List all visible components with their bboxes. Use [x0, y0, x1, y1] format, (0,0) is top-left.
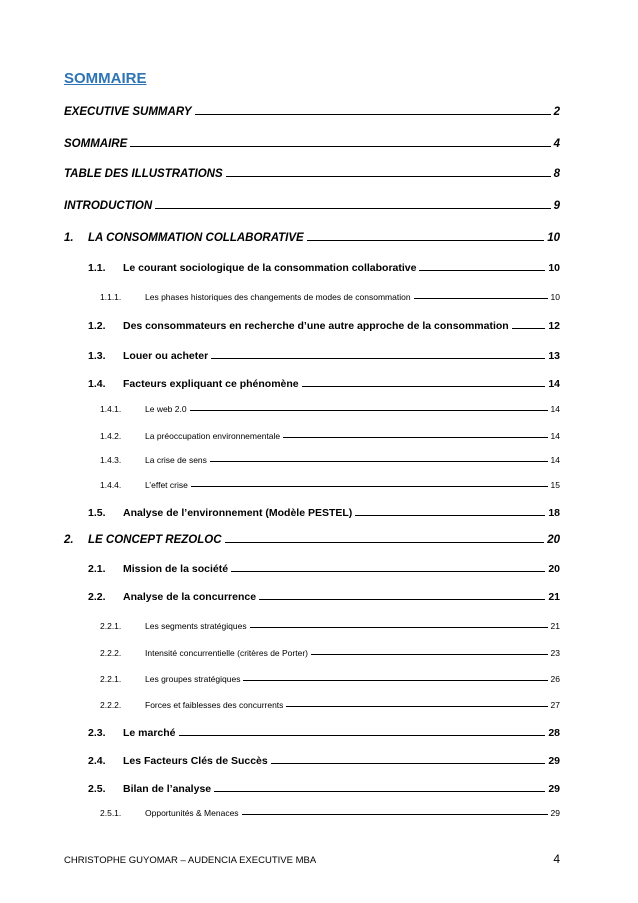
toc-entry-page-number: 28: [548, 727, 560, 739]
toc-entry[interactable]: [88, 783, 560, 795]
toc-entry-number: 1.3.: [88, 350, 106, 362]
toc-leader-line: [226, 176, 551, 177]
toc-leader-line: [214, 791, 545, 792]
toc-leader-line: [191, 486, 548, 487]
toc-leader-line: [311, 654, 548, 655]
toc-entry-label: Des consommateurs en recherche d’une autre approche de la consommation: [123, 320, 509, 332]
toc-entry-label: Opportunités & Menaces: [145, 808, 239, 818]
toc-entry-label: Le web 2.0: [145, 404, 187, 414]
toc-entry-label: Facteurs expliquant ce phénomène: [123, 378, 299, 390]
toc-entry[interactable]: [100, 700, 560, 710]
toc-leader-line: [179, 735, 546, 736]
toc-entry-label: TABLE DES ILLUSTRATIONS: [64, 168, 223, 180]
toc-leader-line: [130, 146, 550, 147]
toc-entry-page-number: 26: [550, 674, 560, 684]
toc-entry-label: Forces et faiblesses des concurrents: [145, 700, 284, 710]
toc-entry[interactable]: [64, 534, 560, 546]
toc-entry-page-number: 29: [550, 808, 560, 818]
toc-entry-page-number: 20: [547, 534, 560, 546]
toc-leader-line: [231, 571, 545, 572]
toc-entry-page-number: 23: [550, 648, 560, 658]
toc-entry[interactable]: [100, 674, 560, 684]
toc-entry-label: Les segments stratégiques: [145, 621, 247, 631]
toc-entry-number: 2.2.: [88, 591, 106, 603]
toc-leader-line: [243, 680, 547, 681]
toc-entry[interactable]: [64, 200, 560, 212]
toc-leader-line: [512, 328, 546, 329]
toc-leader-line: [225, 542, 545, 543]
toc-leader-line: [190, 410, 548, 411]
toc-entry-label: Le courant sociologique de la consommation collaborative: [123, 262, 417, 274]
toc-entry-number: 1.4.: [88, 378, 106, 390]
toc-entry[interactable]: [100, 292, 560, 302]
toc-entry[interactable]: [64, 168, 560, 180]
toc-entry-page-number: 20: [548, 563, 560, 575]
toc-entry[interactable]: [100, 455, 560, 465]
toc-entry[interactable]: [100, 808, 560, 818]
toc-leader-line: [250, 627, 548, 628]
toc-leader-line: [286, 706, 547, 707]
toc-entry-number: 2.1.: [88, 563, 106, 575]
toc-leader-line: [419, 270, 545, 271]
toc-entry-number: 2.4.: [88, 755, 106, 767]
toc-entry-number: 1.5.: [88, 507, 106, 519]
toc-leader-line: [414, 298, 548, 299]
toc-entry-page-number: 10: [550, 292, 560, 302]
toc-entry[interactable]: [88, 591, 560, 603]
toc-entry-label: Bilan de l’analyse: [123, 783, 212, 795]
toc-entry-number: 2.2.2.: [100, 648, 122, 658]
toc-entry-page-number: 14: [550, 404, 560, 414]
toc-entry-page-number: 14: [548, 378, 560, 390]
toc-entry-label: Les phases historiques des changements de modes de consommation: [145, 292, 411, 302]
toc-entry-number: 2.3.: [88, 727, 106, 739]
toc-entry[interactable]: [100, 648, 560, 658]
toc-entry-number: 1.: [64, 232, 74, 244]
toc-entry-page-number: 15: [550, 480, 560, 490]
toc-entry-label: Intensité concurrentielle (critères de Porter): [145, 648, 308, 658]
toc-entry-label: La crise de sens: [145, 455, 207, 465]
toc-entry[interactable]: [64, 232, 560, 244]
toc-leader-line: [259, 599, 545, 600]
toc-entry-page-number: 21: [548, 591, 560, 603]
toc-entry-page-number: 9: [553, 200, 560, 212]
toc-leader-line: [155, 208, 550, 209]
toc-entry-label: Analyse de l’environnement (Modèle PESTEL): [123, 507, 353, 519]
toc-entry-number: 1.1.: [88, 262, 106, 274]
page-title: SOMMAIRE: [64, 70, 147, 87]
toc-entry[interactable]: [64, 106, 560, 118]
toc-entry-label: L’effet crise: [145, 480, 188, 490]
toc-entry-page-number: 2: [553, 106, 560, 118]
page-footer: [64, 852, 560, 866]
toc-entry-page-number: 4: [553, 138, 560, 150]
toc-entry[interactable]: [100, 404, 560, 414]
toc-entry-number: 1.4.1.: [100, 404, 122, 414]
toc-entry[interactable]: [88, 350, 560, 362]
toc-entry-page-number: 29: [548, 783, 560, 795]
footer-text: CHRISTOPHE GUYOMAR – AUDENCIA EXECUTIVE MBA: [64, 855, 317, 866]
toc-leader-line: [355, 515, 545, 516]
toc-entry-label: LA CONSOMMATION COLLABORATIVE: [88, 232, 304, 244]
toc-entry-label: Le marché: [123, 727, 176, 739]
toc-leader-line: [302, 386, 546, 387]
toc-entry[interactable]: [100, 480, 560, 490]
toc-entry[interactable]: [88, 755, 560, 767]
toc-leader-line: [210, 461, 548, 462]
footer-page-number: 4: [553, 852, 560, 866]
toc-entry-number: 2.2.2.: [100, 700, 122, 710]
toc-entry-label: SOMMAIRE: [64, 138, 128, 150]
toc-entry[interactable]: [88, 727, 560, 739]
toc-entry-label: Mission de la société: [123, 563, 229, 575]
toc-entry-page-number: 18: [548, 507, 560, 519]
toc-entry[interactable]: [88, 320, 560, 332]
toc-entry-page-number: 21: [550, 621, 560, 631]
toc-entry-number: 2.5.: [88, 783, 106, 795]
toc-leader-line: [271, 763, 546, 764]
toc-entry-page-number: 8: [553, 168, 560, 180]
toc-entry[interactable]: [88, 563, 560, 575]
toc-entry-label: Louer ou acheter: [123, 350, 209, 362]
toc-leader-line: [283, 437, 547, 438]
toc-leader-line: [211, 358, 545, 359]
toc-entry-label: La préoccupation environnementale: [145, 431, 281, 441]
toc-entry-label: INTRODUCTION: [64, 200, 153, 212]
toc-entry[interactable]: [100, 621, 560, 631]
toc-entry[interactable]: [88, 262, 560, 274]
toc-entry-number: 1.1.1.: [100, 292, 122, 302]
toc-entry-page-number: 14: [550, 431, 560, 441]
toc-entry-page-number: 13: [548, 350, 560, 362]
toc-entry-number: 1.4.3.: [100, 455, 122, 465]
toc-entry-number: 2.2.1.: [100, 621, 122, 631]
toc-entry-page-number: 27: [550, 700, 560, 710]
toc-entry[interactable]: [88, 507, 560, 519]
toc-entry-label: Analyse de la concurrence: [123, 591, 257, 603]
toc-leader-line: [195, 114, 551, 115]
toc-entry-page-number: 29: [548, 755, 560, 767]
toc-entry-page-number: 10: [548, 262, 560, 274]
toc-entry-label: Les groupes stratégiques: [145, 674, 241, 684]
toc-entry[interactable]: [64, 138, 560, 150]
toc-entry-page-number: 12: [548, 320, 560, 332]
toc-entry-number: 1.4.4.: [100, 480, 122, 490]
toc-entry[interactable]: [100, 431, 560, 441]
toc-entry-label: EXECUTIVE SUMMARY: [64, 106, 192, 118]
toc-entry-number: 2.5.1.: [100, 808, 122, 818]
toc-entry[interactable]: [88, 378, 560, 390]
toc-entry-label: Les Facteurs Clés de Succès: [123, 755, 268, 767]
toc-entry-number: 1.4.2.: [100, 431, 122, 441]
toc-entry-number: 1.2.: [88, 320, 106, 332]
toc-entry-page-number: 10: [547, 232, 560, 244]
toc-entry-number: 2.2.1.: [100, 674, 122, 684]
toc-entry-number: 2.: [64, 534, 74, 546]
toc-leader-line: [242, 814, 548, 815]
toc-entry-label: LE CONCEPT REZOLOC: [88, 534, 222, 546]
toc-entry-page-number: 14: [550, 455, 560, 465]
toc-leader-line: [307, 240, 544, 241]
